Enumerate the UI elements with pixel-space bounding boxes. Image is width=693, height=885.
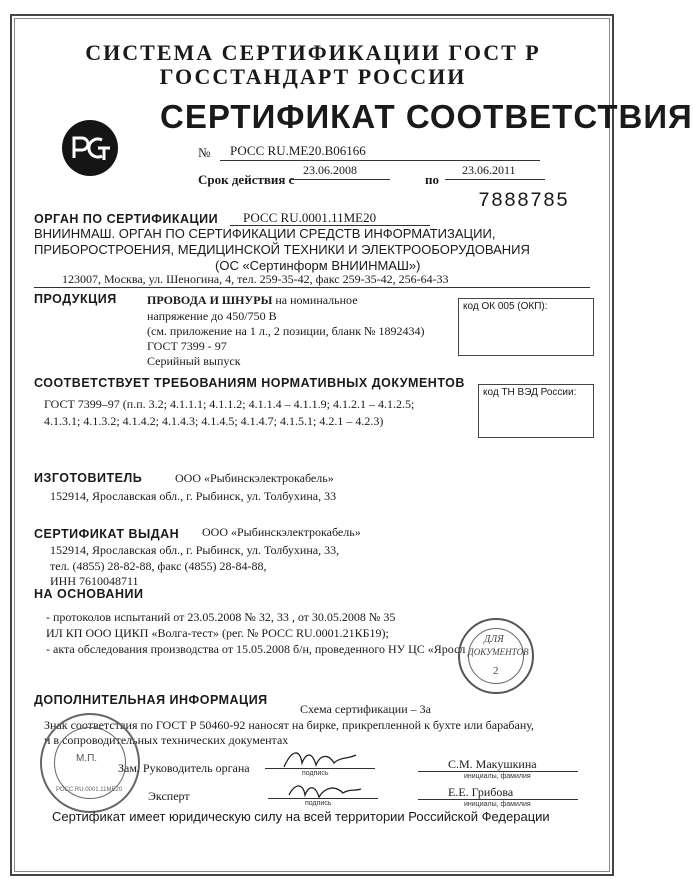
cert-body-code: РОСС RU.0001.11МЕ20 xyxy=(243,210,377,225)
issued-to-inn: ИНН 7610048711 xyxy=(50,574,139,588)
seal-mp: М.П. xyxy=(76,753,98,764)
legal-force-footer: Сертификат имеет юридическую силу на всей территории Российской Федерации xyxy=(52,809,550,824)
deputy-head-label: Зам. Руководитель органа xyxy=(118,761,250,775)
basis-line1: - протоколов испытаний от 23.05.2008 № 32, 33 , от 30.05.2008 № 35 xyxy=(46,610,396,624)
product-name-bold: ПРОВОДА И ШНУРЫ xyxy=(147,293,273,307)
expert-label: Эксперт xyxy=(148,789,190,803)
deputy-head-sign-line xyxy=(265,768,375,769)
issued-to-label: СЕРТИФИКАТ ВЫДАН xyxy=(34,527,180,541)
expert-name-line xyxy=(418,799,578,800)
basis-label: НА ОСНОВАНИИ xyxy=(34,587,144,601)
stamp-text-documents: ДОКУМЕНТОВ xyxy=(468,647,529,657)
conformity-label: СООТВЕТСТВУЕТ ТРЕБОВАНИЯМ НОРМАТИВНЫХ ДОКУМЕНТОВ xyxy=(34,376,465,390)
product-label: ПРОДУКЦИЯ xyxy=(34,292,117,306)
valid-from-underline xyxy=(290,179,390,180)
validity-label: Срок действия с xyxy=(198,172,295,187)
cert-body-line1: ВНИИНМАШ. ОРГАН ПО СЕРТИФИКАЦИИ СРЕДСТВ ИНФОРМАТИЗАЦИИ, xyxy=(34,226,496,241)
blank-number: 7888785 xyxy=(478,190,570,213)
cert-body-address: 123007, Москва, ул. Шеногина, 4, тел. 259-35-42, факс 259-35-42, 256-64-33 xyxy=(62,272,449,286)
tnved-code-label: код ТН ВЭД России: xyxy=(483,387,577,398)
deputy-head-name: С.М. Макушкина xyxy=(448,757,537,771)
conformity-line2: 4.1.3.1; 4.1.3.2; 4.1.4.2; 4.1.4.3; 4.1.4.5; 4.1.4.7; 4.1.5.1; 4.2.1 – 4.2.3) xyxy=(44,414,384,428)
cert-body-line2: ПРИБОРОСТРОЕНИЯ, МЕДИЦИНСКОЙ ТЕХНИКИ И ЭЛЕКТРООБОРУДОВАНИЯ xyxy=(34,242,530,257)
cert-body-underline xyxy=(34,287,590,288)
okp-code-box xyxy=(458,298,594,356)
valid-to-label: по xyxy=(425,172,439,187)
additional-line1: Знак соответствия по ГОСТ Р 50460-92 наносят на бирке, прикрепленной к бухте или барабану, xyxy=(44,718,535,732)
tnved-code-box xyxy=(478,384,594,438)
certification-scheme: Схема сертификации – 3а xyxy=(300,702,431,716)
conformity-line1: ГОСТ 7399–97 (п.п. 3.2; 4.1.1.1; 4.1.1.2; 4.1.1.4 – 4.1.1.9; 4.1.2.1 – 4.1.2.5; xyxy=(44,397,415,411)
gosstandart-title: ГОССТАНДАРТ РОССИИ xyxy=(159,64,467,89)
basis-line2: ИЛ КП ООО ЦИКП «Волга-тест» (рег. № РОСС RU.0001.21КБ19); xyxy=(46,626,389,640)
okp-code-label: код ОК 005 (ОКП): xyxy=(463,301,548,312)
product-name-line1 xyxy=(147,293,358,308)
expert-name-caption: инициалы, фамилия xyxy=(464,801,531,808)
issued-to-phone: тел. (4855) 28-82-88, факс (4855) 28-84-88, xyxy=(50,559,267,573)
system-title: СИСТЕМА СЕРТИФИКАЦИИ ГОСТ Р xyxy=(85,40,541,65)
valid-to: 23.06.2011 xyxy=(462,163,516,177)
cert-body-label: ОРГАН ПО СЕРТИФИКАЦИИ xyxy=(34,212,219,226)
gost-r-logo-icon xyxy=(62,120,118,176)
product-name-rest: на номинальное xyxy=(272,293,358,307)
product-line4: ГОСТ 7399 - 97 xyxy=(147,339,227,353)
number-underline xyxy=(220,160,540,161)
certificate-title: СЕРТИФИКАТ СООТВЕТСТВИЯ xyxy=(160,98,693,135)
cert-body-line3: (ОС «Сертинформ ВНИИНМАШ») xyxy=(215,258,421,273)
manufacturer-address: 152914, Ярославская обл., г. Рыбинск, ул. Толбухина, 33 xyxy=(50,489,337,503)
additional-label: ДОПОЛНИТЕЛЬНАЯ ИНФОРМАЦИЯ xyxy=(34,693,268,707)
number-label: № xyxy=(198,145,211,160)
stamp-text-for: ДЛЯ xyxy=(484,634,504,645)
stamp-number: 2 xyxy=(493,665,499,677)
seal-number: РОСС RU.0001.11МЕ20 xyxy=(56,787,123,793)
additional-line2: и в сопроводительных технических документах xyxy=(44,733,289,747)
deputy-head-sign-caption: подпись xyxy=(302,770,329,777)
documents-stamp xyxy=(458,618,534,694)
expert-name: Е.Е. Грибова xyxy=(448,785,514,799)
product-line5: Серийный выпуск xyxy=(147,354,241,368)
deputy-head-name-line xyxy=(418,771,578,772)
certificate-number: РОСС RU.МЕ20.В06166 xyxy=(230,143,366,158)
product-line3: (см. приложение на 1 л., 2 позиции, бланк № 1892434) xyxy=(147,324,425,338)
deputy-head-name-caption: инициалы, фамилия xyxy=(464,773,531,780)
expert-sign-caption: подпись xyxy=(305,800,332,807)
product-line2: напряжение до 450/750 В xyxy=(147,309,277,323)
valid-to-underline xyxy=(445,179,545,180)
valid-from: 23.06.2008 xyxy=(303,163,357,177)
issued-to-address: 152914, Ярославская обл., г. Рыбинск, ул. Толбухина, 33, xyxy=(50,543,340,557)
issued-to-name: ООО «Рыбинскэлектрокабель» xyxy=(202,525,361,539)
expert-sign-line xyxy=(268,798,378,799)
basis-line3: - акта обследования производства от 15.05.2008 б/н, проведенного НУ ЦС «Яросл xyxy=(46,642,466,656)
manufacturer-label: ИЗГОТОВИТЕЛЬ xyxy=(34,471,143,485)
manufacturer-name: ООО «Рыбинскэлектрокабель» xyxy=(175,471,334,485)
